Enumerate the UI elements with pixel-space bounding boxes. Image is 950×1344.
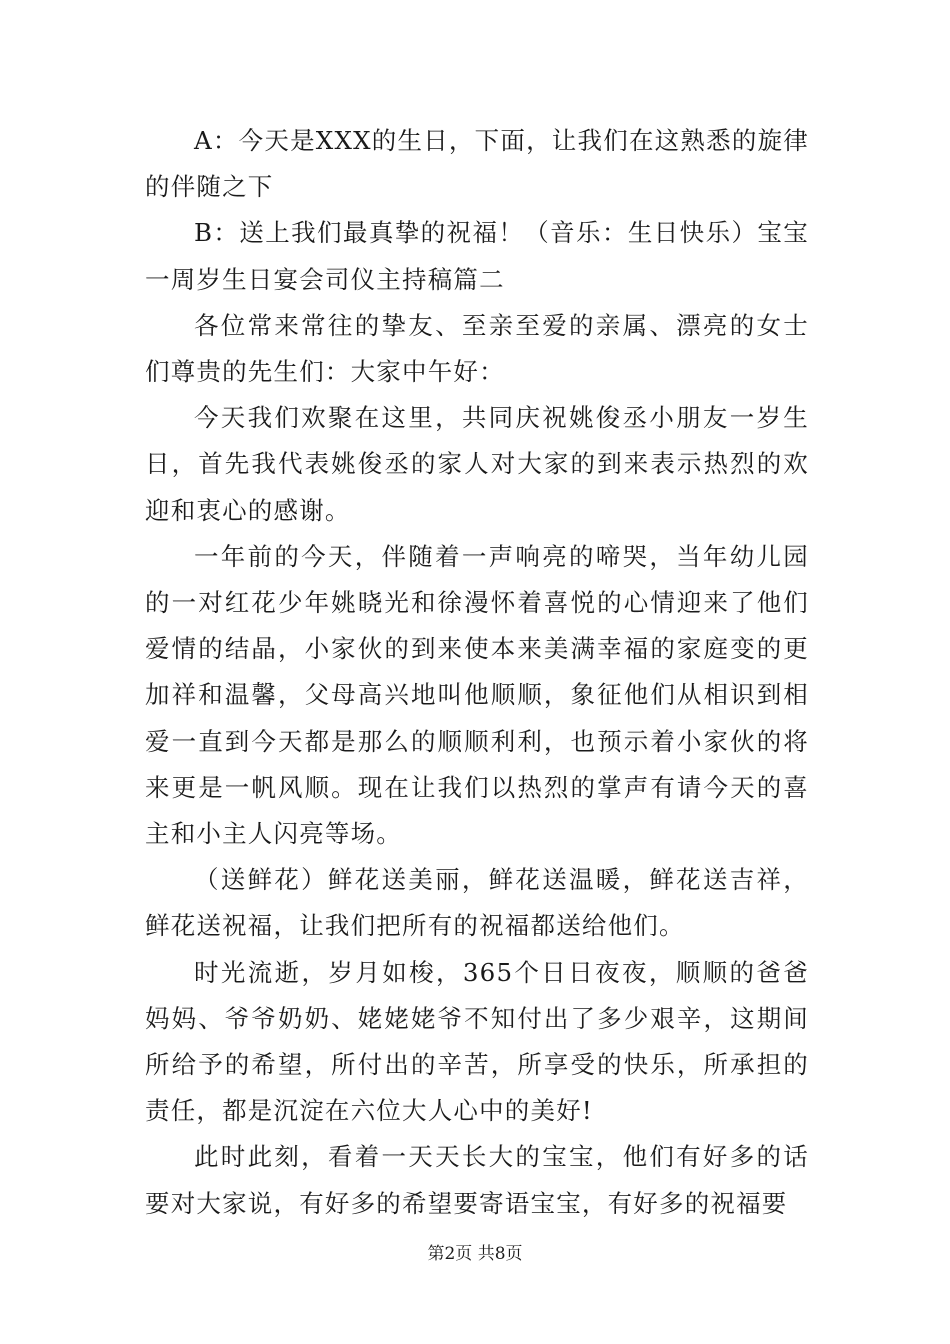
paragraph-5: 一年前的今天，伴随着一声响亮的啼哭，当年幼儿园的一对红花少年姚晓光和徐漫怀着喜悦的心情迎来了他们爱情的结晶，小家伙的到来使本来美满幸福的家庭变的更加祥和温馨，父母高兴地叫他顺顺，象征他们从相识到相爱一直到今天都是那么的顺顺利利，也预示着小家伙的将来更是一帆风顺。现在让我们以热烈的掌声有请今天的喜主和小主人闪亮等场。 [145,541,809,849]
paragraph-3: 各位常来常往的挚友、至亲至爱的亲属、漂亮的女士们尊贵的先生们：大家中午好： [145,310,809,387]
document-body [145,118,809,1227]
paragraph-1: A：今天是XXX的生日，下面，让我们在这熟悉的旋律的伴随之下 [145,126,809,202]
paragraph-8: 此时此刻，看着一天天长大的宝宝，他们有好多的话要对大家说，有好多的希望要寄语宝宝，有好多的祝福要 [145,1142,809,1218]
paragraph-2: B：送上我们最真挚的祝福！（音乐：生日快乐）宝宝一周岁生日宴会司仪主持稿篇二 [145,218,809,294]
paragraph-4: 今天我们欢聚在这里，共同庆祝姚俊丞小朋友一岁生日，首先我代表姚俊丞的家人对大家的到来表示热烈的欢迎和衷心的感谢。 [145,403,809,525]
page-number-footer: 第2页 共8页 [427,1244,523,1264]
paragraph-7: 时光流逝，岁月如梭，365个日日夜夜，顺顺的爸爸妈妈、爷爷奶奶、姥姥姥爷不知付出了多少艰辛，这期间所给予的希望，所付出的辛苦，所享受的快乐，所承担的责任，都是沉淀在六位大人心中的美好! [145,957,809,1126]
paragraph-6: （送鲜花）鲜花送美丽，鲜花送温暖，鲜花送吉祥，鲜花送祝福，让我们把所有的祝福都送给他们。 [145,865,809,941]
